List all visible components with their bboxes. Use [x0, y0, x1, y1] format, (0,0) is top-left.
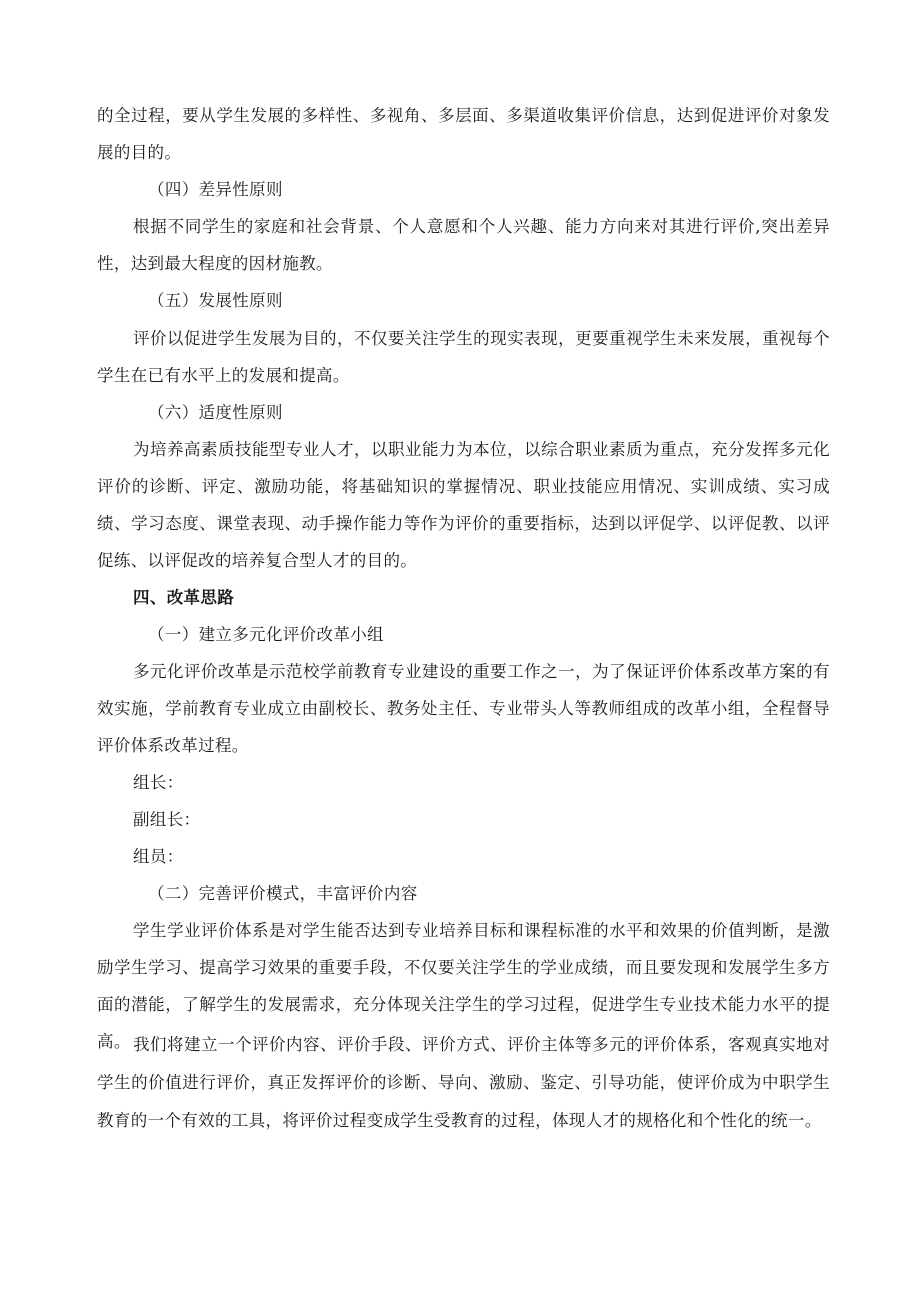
heading-difference-principle: （四）差异性原则	[148, 180, 283, 199]
label-vice-leader: 副组长：	[133, 810, 201, 829]
heading-reform-group: （一）建立多元化评价改革小组	[148, 625, 384, 644]
paragraph-development-principle: 评价以促进学生发展为目的，不仅要关注学生的现实表现，更要重视学生未来发展，重视每个学生在已有水平上的发展和提高。	[97, 329, 830, 385]
paragraph-multi-evaluation: 我们将建立一个评价内容、评价手段、评价方式、评价主体等多元的评价体系，客观真实地对学生的价值进行评价，真正发挥评价的诊断、导向、激励、鉴定、引导功能，使评价成为中职学生教育的一个有效的工具，将评价过程变成学生受教育的过程，体现人才的规格化和个性化的统一。	[97, 1035, 830, 1130]
paragraph-evaluation-process: 的全过程，要从学生发展的多样性、多视角、多层面、多渠道收集评价信息，达到促进评价对象发展的目的。	[97, 106, 830, 162]
heading-moderation-principle: （六）适度性原则	[148, 403, 283, 422]
heading-evaluation-mode: （二）完善评价模式，丰富评价内容	[148, 884, 418, 903]
paragraph-reform-group: 多元化评价改革是示范校学前教育专业建设的重要工作之一，为了保证评价体系改革方案的有效实施，学前教育专业成立由副校长、教务处主任、专业带头人等教师组成的改革小组，全程督导评价体系改革过程。	[97, 662, 830, 755]
paragraph-evaluation-system: 学生学业评价体系是对学生能否达到专业培养目标和课程标准的水平和效果的价值判断，是激励学生学习、提高学习效果的重要手段，不仅要关注学生的学业成绩，而且要发现和发展学生多方面的潜能，了解学生的发展需求，充分体现关注学生的学习过程，促进学生专业技术能力水平的提高。	[97, 921, 830, 1051]
paragraph-difference-principle: 根据不同学生的家庭和社会背景、个人意愿和个人兴趣、能力方向来对其进行评价,突出差异性，达到最大程度的因材施教。	[97, 217, 830, 273]
label-group-leader: 组长：	[133, 773, 184, 792]
section-heading-reform-ideas: 四、改革思路	[133, 588, 235, 607]
heading-development-principle: （五）发展性原则	[148, 291, 283, 310]
label-members: 组员：	[133, 847, 184, 866]
paragraph-moderation-principle: 为培养高素质技能型专业人才，以职业能力为本位，以综合职业素质为重点，充分发挥多元化评价的诊断、评定、激励功能，将基础知识的掌握情况、职业技能应用情况、实训成绩、实习成绩、学习态度、课堂表现、动手操作能力等作为评价的重要指标，达到以评促学、以评促教、以评促练、以评促改的培养复合型人才的目的。	[97, 440, 830, 570]
